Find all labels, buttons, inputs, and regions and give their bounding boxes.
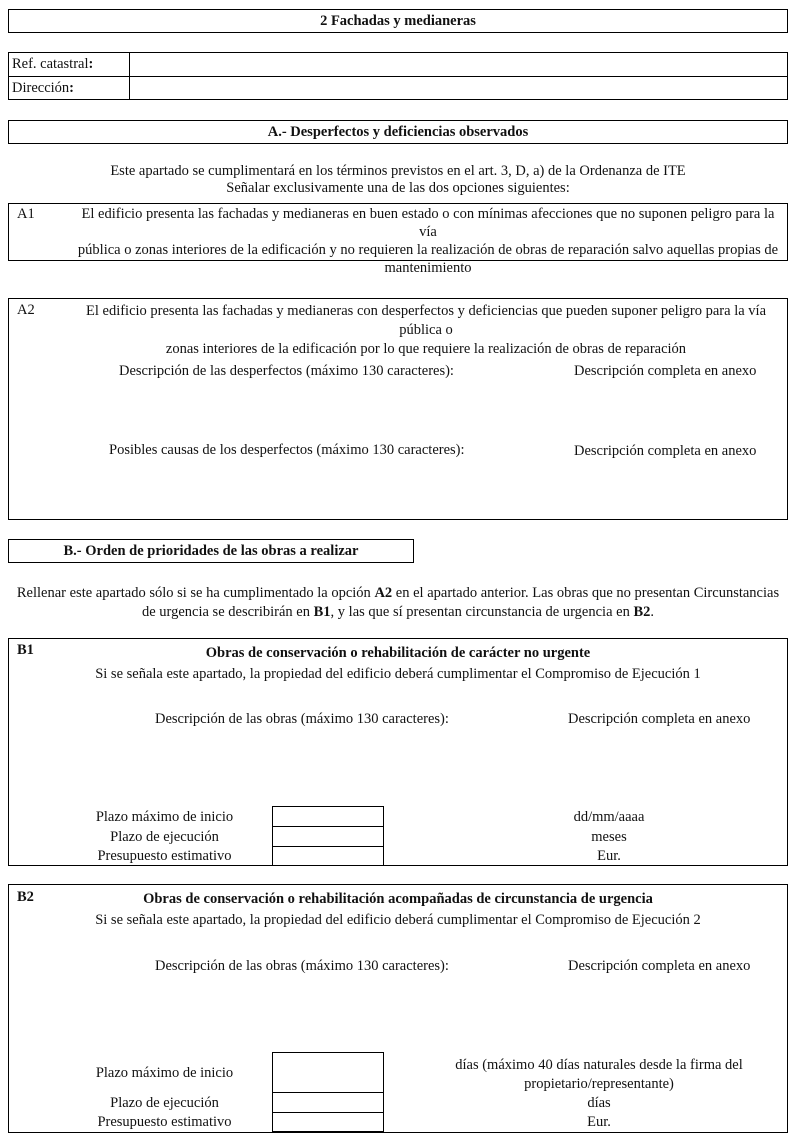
b1-presupuesto-unit: Eur. — [597, 848, 621, 864]
option-a2-code: A2 — [17, 302, 35, 318]
section-b-intro-part1: Rellenar este apartado sólo si se ha cumplimentado la opción — [16, 585, 375, 601]
b1-plazo-inicio-unit: dd/mm/aaaa — [573, 809, 645, 825]
direccion-label — [9, 77, 129, 99]
option-a2-text — [67, 302, 785, 359]
option-b2[interactable] — [8, 884, 788, 1133]
ref-catastral-label-text: Ref. catastral — [12, 56, 89, 72]
section-b-intro-b2: B2 — [633, 604, 651, 620]
ref-catastral-label — [9, 53, 129, 76]
option-b2-code: B2 — [17, 889, 34, 905]
option-b1-note: Si se señala este apartado, la propiedad del edificio deberá cumplimentar el Compromiso de Ejecución 1 — [95, 666, 701, 682]
option-b2-note: Si se señala este apartado, la propiedad del edificio deberá cumplimentar el Compromiso de Ejecución 2 — [95, 912, 701, 928]
b1-plazo-inicio-field[interactable] — [272, 806, 384, 827]
section-a-title — [8, 120, 788, 144]
b2-presupuesto-label: Presupuesto estimativo — [97, 1114, 232, 1130]
direccion-field[interactable] — [130, 77, 786, 99]
option-b1[interactable] — [8, 638, 788, 866]
b2-description-label: Descripción de las obras (máximo 130 caracteres): — [155, 958, 449, 974]
b2-plazo-inicio-field[interactable] — [272, 1052, 384, 1093]
b2-plazo-inicio-unit-line1: días (máximo 40 días naturales desde la firma del — [455, 1057, 743, 1073]
identification-table — [8, 52, 788, 100]
direccion-label-text: Dirección — [12, 79, 70, 96]
option-a2-line2: zonas interiores de la edificación por lo que requiere la realización de obras de reparación — [165, 341, 687, 357]
section-b-title — [8, 539, 414, 563]
a2-causes-annex: Descripción completa en anexo — [574, 443, 757, 459]
b2-plazo-inicio-label: Plazo máximo de inicio — [95, 1065, 234, 1081]
b1-plazo-ejecucion-label: Plazo de ejecución — [110, 829, 219, 845]
section-b-title-text: B.- Orden de prioridades de las obras a realizar — [63, 542, 359, 559]
option-a2[interactable] — [8, 298, 788, 520]
section-b-intro-part5: . — [650, 604, 655, 620]
option-b1-code: B1 — [17, 642, 34, 658]
b2-presupuesto-field[interactable] — [272, 1112, 384, 1132]
a2-description-annex: Descripción completa en anexo — [574, 363, 757, 379]
section-a-intro-line1: Este apartado se cumplimentará en los términos previstos en el art. 3, D, a) de la Ordenanza de ITE — [110, 163, 686, 179]
direccion-colon: : — [69, 79, 75, 96]
b2-plazo-ejecucion-label: Plazo de ejecución — [110, 1095, 219, 1111]
option-b2-title: Obras de conservación o rehabilitación acompañadas de circunstancia de urgencia — [143, 891, 653, 907]
page-title-text: 2 Fachadas y medianeras — [320, 12, 476, 29]
section-b-intro-part4: , y las que sí presentan circunstancia de urgencia en — [330, 604, 634, 620]
option-a1-text — [71, 205, 785, 277]
b2-plazo-inicio-unit — [429, 1056, 769, 1094]
b2-plazo-ejecucion-field[interactable] — [272, 1092, 384, 1113]
b2-plazo-inicio-unit-line2: propietario/representante) — [524, 1076, 674, 1092]
section-b-intro-a2: A2 — [374, 585, 393, 601]
section-b-intro — [8, 584, 788, 622]
b2-presupuesto-unit: Eur. — [587, 1114, 611, 1130]
section-b-intro-part3: de urgencia se describirán en — [141, 604, 314, 620]
a2-causes-label: Posibles causas de los desperfectos (máximo 130 caracteres): — [109, 442, 465, 458]
b1-description-label: Descripción de las obras (máximo 130 caracteres): — [155, 711, 449, 727]
b2-plazo-ejecucion-unit: días — [587, 1095, 611, 1111]
section-a-intro — [8, 163, 788, 197]
b1-presupuesto-label: Presupuesto estimativo — [97, 848, 232, 864]
b1-plazo-ejecucion-unit: meses — [591, 829, 627, 845]
ref-catastral-colon: : — [88, 56, 94, 72]
b1-presupuesto-field[interactable] — [272, 846, 384, 866]
option-b1-title: Obras de conservación o rehabilitación de carácter no urgente — [205, 645, 591, 661]
option-a1[interactable] — [8, 203, 788, 276]
section-a-intro-line2: Señalar exclusivamente una de las dos opciones siguientes: — [226, 180, 570, 196]
section-b-intro-b1: B1 — [313, 604, 331, 620]
option-a1-line3: mantenimiento — [384, 260, 472, 276]
option-a2-line1: El edificio presenta las fachadas y medianeras con desperfectos y deficiencias que pueden suponer peligro para la vía pública o — [86, 303, 766, 338]
section-a-title-text: A.- Desperfectos y deficiencias observados — [267, 123, 529, 140]
b1-plazo-ejecucion-field[interactable] — [272, 826, 384, 847]
ref-catastral-field[interactable] — [130, 53, 786, 76]
option-a1-line2: pública o zonas interiores de la edificación y no requieren la realización de obras de reparación salvo aquellas propias de — [77, 242, 779, 258]
b1-plazo-inicio-label: Plazo máximo de inicio — [95, 809, 234, 825]
b2-description-annex: Descripción completa en anexo — [568, 958, 751, 974]
option-a1-line1: El edificio presenta las fachadas y medianeras en buen estado o con mínimas afecciones que no suponen peligro para la vía — [81, 206, 775, 240]
option-a1-code: A1 — [17, 206, 35, 222]
section-b-intro-part2: en el apartado anterior. Las obras que no presentan Circunstancias — [392, 585, 780, 601]
page-title — [8, 9, 788, 33]
b1-description-annex: Descripción completa en anexo — [568, 711, 751, 727]
a2-description-label: Descripción de las desperfectos (máximo 130 caracteres): — [119, 363, 454, 379]
